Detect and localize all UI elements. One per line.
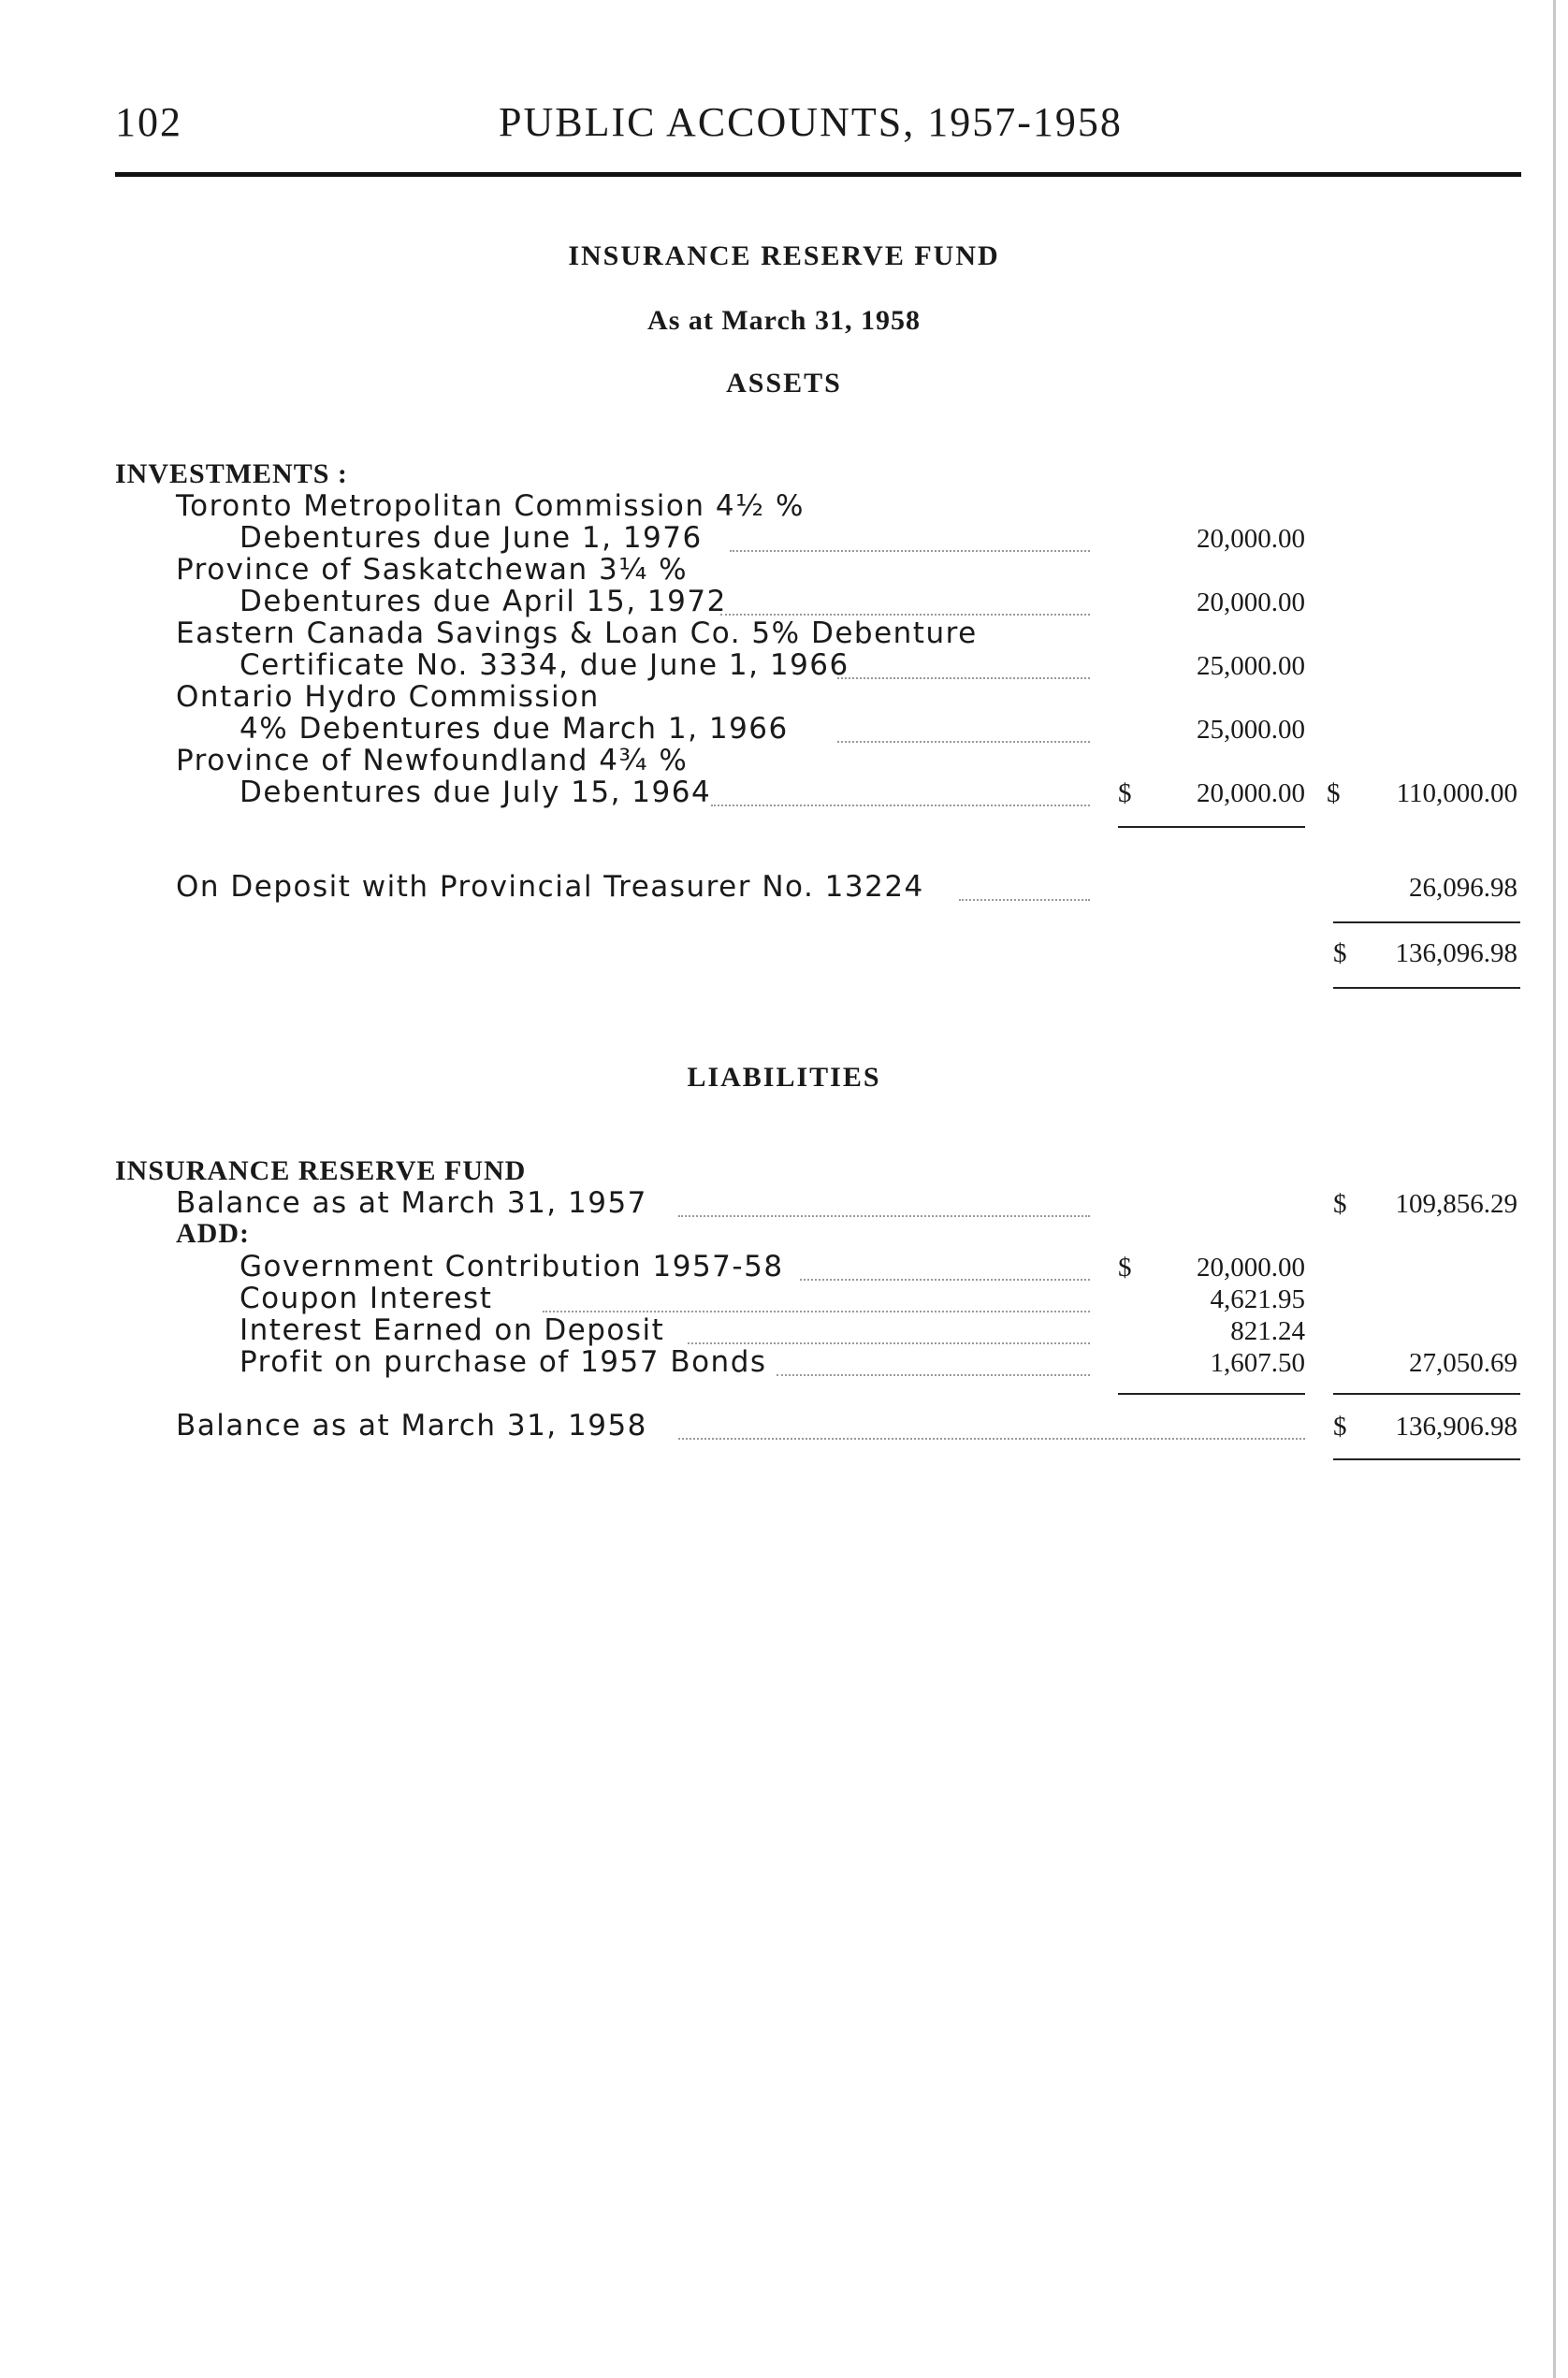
closing-dollar-sign: $ — [1333, 1412, 1347, 1442]
leader-dots — [678, 1215, 1090, 1217]
addition-1-dollar-sign: $ — [1118, 1253, 1132, 1283]
investments-heading: INVESTMENTS : — [115, 458, 348, 489]
leader-dots — [543, 1311, 1090, 1312]
opening-dollar-sign: $ — [1333, 1189, 1347, 1219]
opening-balance-amount: 109,856.29 — [1395, 1189, 1517, 1219]
leader-dots — [837, 741, 1090, 743]
leader-dots — [837, 677, 1090, 679]
addition-1-amount: 20,000.00 — [1197, 1253, 1305, 1283]
subtotal-rule — [1118, 1393, 1305, 1395]
investment-5-dollar-sign: $ — [1118, 778, 1132, 808]
investment-5-line1: Province of Newfoundland 4¾ % — [176, 744, 689, 777]
opening-balance-label: Balance as at March 31, 1957 — [176, 1186, 647, 1220]
additions-total: 27,050.69 — [1409, 1348, 1517, 1378]
investments-total-dollar-sign: $ — [1327, 778, 1341, 808]
investment-2-line2: Debentures due April 15, 1972 — [240, 585, 727, 618]
investment-5-line2: Debentures due July 15, 1964 — [240, 776, 712, 809]
date-line: As at March 31, 1958 — [647, 305, 921, 336]
liabilities-heading: LIABILITIES — [687, 1062, 881, 1093]
investment-3-amount: 25,000.00 — [1197, 651, 1305, 681]
scan-edge — [1553, 0, 1556, 2378]
addition-3-amount: 821.24 — [1230, 1316, 1305, 1346]
closing-balance-label: Balance as at March 31, 1958 — [176, 1409, 647, 1443]
investment-3-line1: Eastern Canada Savings & Loan Co. 5% Debenture — [176, 616, 978, 650]
total-rule — [1333, 1393, 1520, 1395]
investment-4-line1: Ontario Hydro Commission — [176, 680, 600, 714]
fund-heading: INSURANCE RESERVE FUND — [115, 1155, 527, 1186]
assets-heading: ASSETS — [726, 368, 842, 399]
leader-dots — [678, 1438, 1305, 1440]
investment-2-amount: 20,000.00 — [1197, 587, 1305, 617]
addition-2-label: Coupon Interest — [240, 1282, 493, 1315]
subtotal-rule — [1118, 826, 1305, 828]
investment-5-amount: 20,000.00 — [1197, 778, 1305, 808]
total-rule — [1333, 921, 1520, 923]
addition-3-label: Interest Earned on Deposit — [240, 1313, 665, 1347]
double-rule — [1333, 987, 1520, 989]
leader-dots — [777, 1374, 1090, 1376]
deposit-label: On Deposit with Provincial Treasurer No. 13224 — [176, 870, 924, 904]
deposit-amount: 26,096.98 — [1409, 873, 1517, 903]
document-title: INSURANCE RESERVE FUND — [568, 240, 1000, 271]
addition-1-label: Government Contribution 1957-58 — [240, 1250, 784, 1283]
assets-total: 136,096.98 — [1395, 938, 1517, 968]
investment-1-line2: Debentures due June 1, 1976 — [240, 521, 703, 555]
investment-2-line1: Province of Saskatchewan 3¼ % — [176, 553, 689, 587]
add-label: ADD: — [176, 1218, 250, 1249]
leader-dots — [688, 1342, 1090, 1344]
leader-dots — [711, 805, 1090, 806]
investment-3-line2: Certificate No. 3334, due June 1, 1966 — [240, 648, 849, 682]
leader-dots — [730, 550, 1090, 552]
leader-dots — [720, 614, 1090, 616]
investment-4-amount: 25,000.00 — [1197, 715, 1305, 745]
running-title: PUBLIC ACCOUNTS, 1957-1958 — [499, 99, 1123, 145]
leader-dots — [959, 899, 1090, 901]
leader-dots — [800, 1279, 1090, 1281]
investments-total: 110,000.00 — [1396, 778, 1517, 808]
investment-1-amount: 20,000.00 — [1197, 524, 1305, 554]
investment-1-line1: Toronto Metropolitan Commission 4½ % — [176, 489, 805, 523]
double-rule — [1333, 1458, 1520, 1460]
page-number: 102 — [115, 99, 182, 145]
closing-balance-amount: 136,906.98 — [1395, 1412, 1517, 1442]
header-rule — [115, 172, 1521, 177]
addition-4-label: Profit on purchase of 1957 Bonds — [240, 1345, 767, 1379]
addition-2-amount: 4,621.95 — [1210, 1284, 1305, 1314]
addition-4-amount: 1,607.50 — [1210, 1348, 1305, 1378]
assets-total-dollar-sign: $ — [1333, 938, 1347, 968]
investment-4-line2: 4% Debentures due March 1, 1966 — [240, 712, 789, 746]
